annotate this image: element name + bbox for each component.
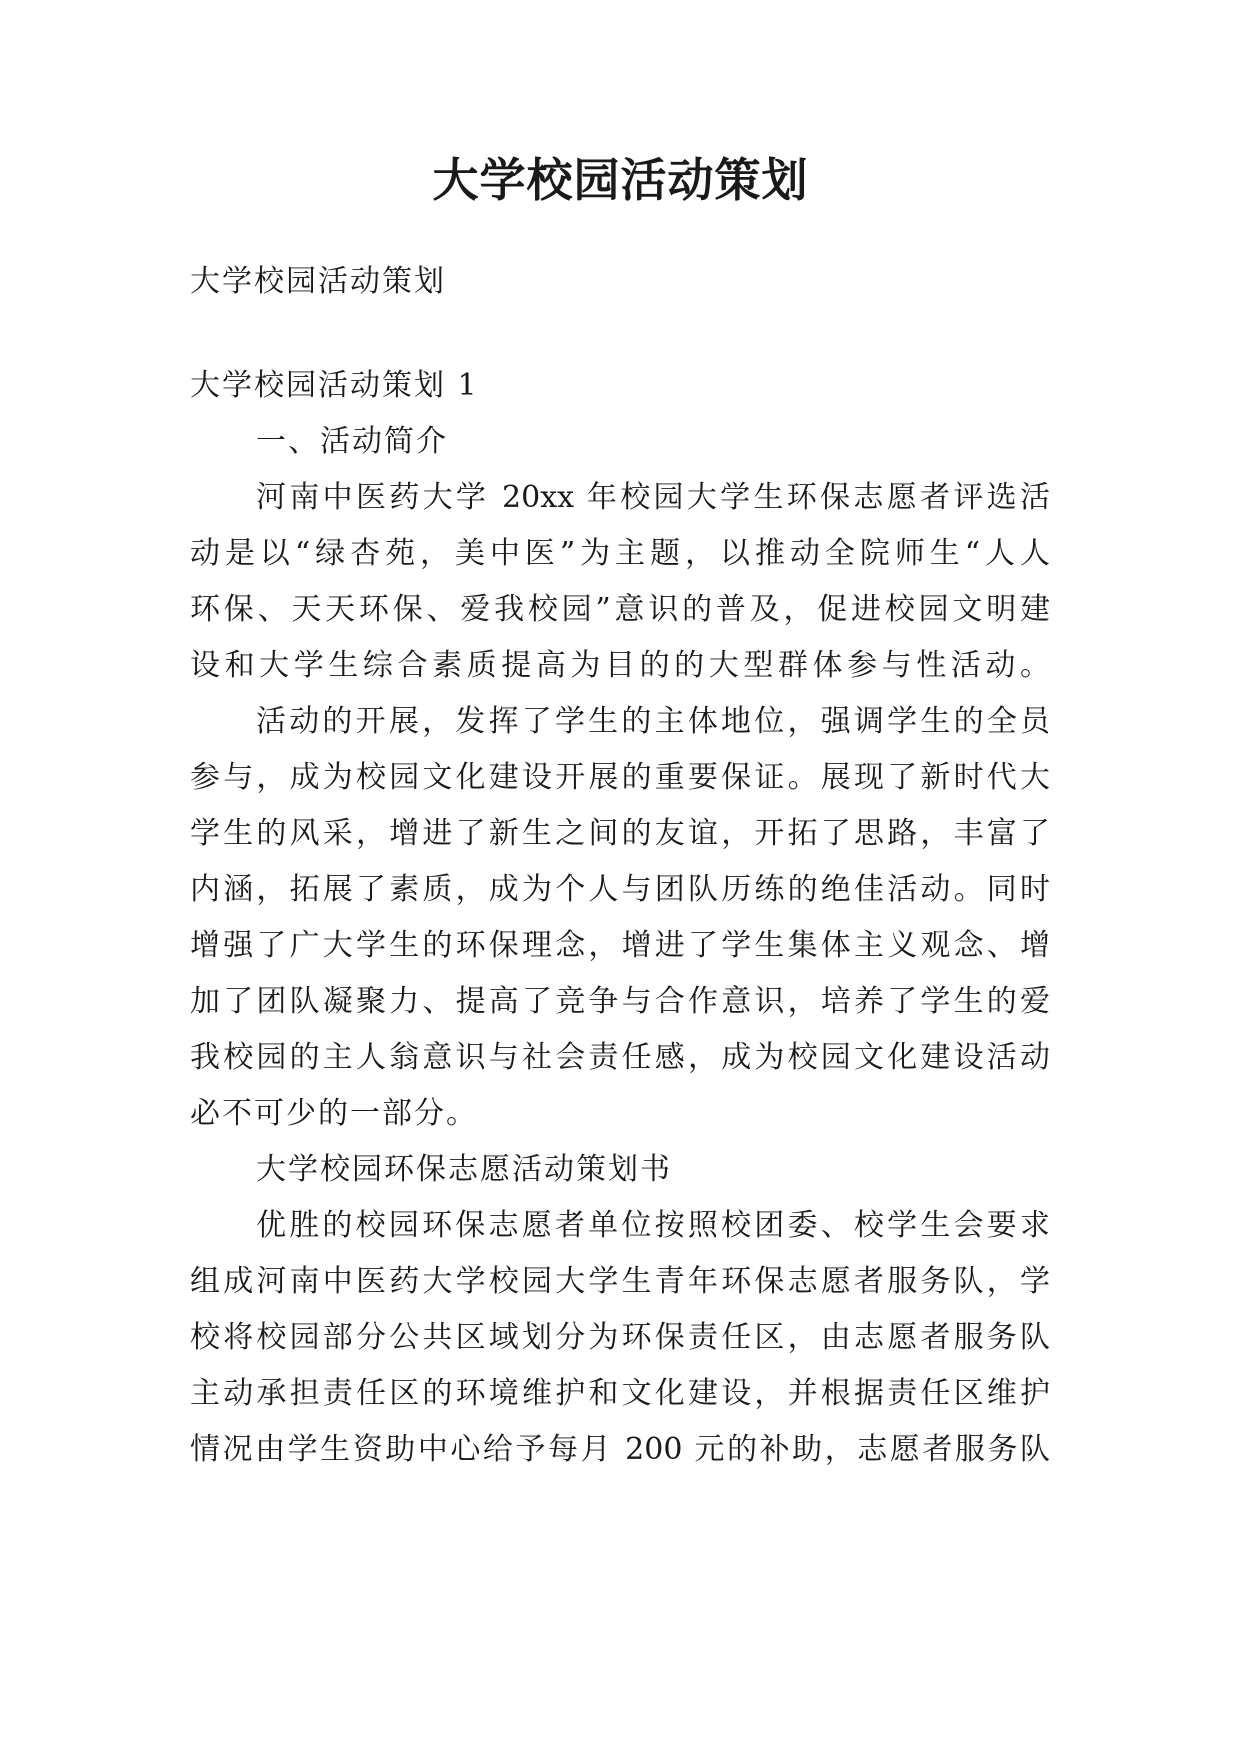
body-line: 加了团队凝聚力、提高了竞争与合作意识，培养了学生的爱	[190, 984, 1050, 1019]
body-line: 组成河南中医药大学校园大学生青年环保志愿者服务队，学	[190, 1264, 1050, 1299]
subtitle: 大学校园活动策划	[190, 264, 446, 299]
document-title: 大学校园活动策划	[432, 153, 809, 207]
body-line: 设和大学生综合素质提高为目的的大型群体参与性活动。	[190, 648, 1050, 683]
body-line: 动是以“绿杏苑，美中医”为主题，以推动全院师生“人人	[190, 536, 1050, 571]
body-line: 参与，成为校园文化建设开展的重要保证。展现了新时代大	[190, 760, 1050, 795]
subheading-plan: 大学校园环保志愿活动策划书	[256, 1152, 672, 1187]
body-line: 环保、天天环保、爱我校园”意识的普及，促进校园文明建	[190, 592, 1050, 627]
body-line: 校将校园部分公共区域划分为环保责任区，由志愿者服务队	[190, 1320, 1050, 1355]
body-line: 内涵，拓展了素质，成为个人与团队历练的绝佳活动。同时	[190, 872, 1050, 907]
heading-activity-intro: 一、活动简介	[256, 424, 448, 459]
section-title: 大学校园活动策划 1	[190, 368, 479, 403]
body-line: 河南中医药大学 20xx 年校园大学生环保志愿者评选活	[256, 480, 1050, 515]
body-line: 主动承担责任区的环境维护和文化建设，并根据责任区维护	[190, 1376, 1050, 1411]
body-line: 增强了广大学生的环保理念，增进了学生集体主义观念、增	[190, 928, 1050, 963]
body-line: 我校园的主人翁意识与社会责任感，成为校园文化建设活动	[190, 1040, 1050, 1075]
body-line: 活动的开展，发挥了学生的主体地位，强调学生的全员	[256, 704, 1050, 739]
body-line: 必不可少的一部分。	[190, 1096, 478, 1131]
body-line: 学生的风采，增进了新生之间的友谊，开拓了思路，丰富了	[190, 816, 1050, 851]
body-line: 优胜的校园环保志愿者单位按照校团委、校学生会要求	[256, 1208, 1050, 1243]
body-line: 情况由学生资助中心给予每月 200 元的补助，志愿者服务队	[190, 1432, 1050, 1467]
